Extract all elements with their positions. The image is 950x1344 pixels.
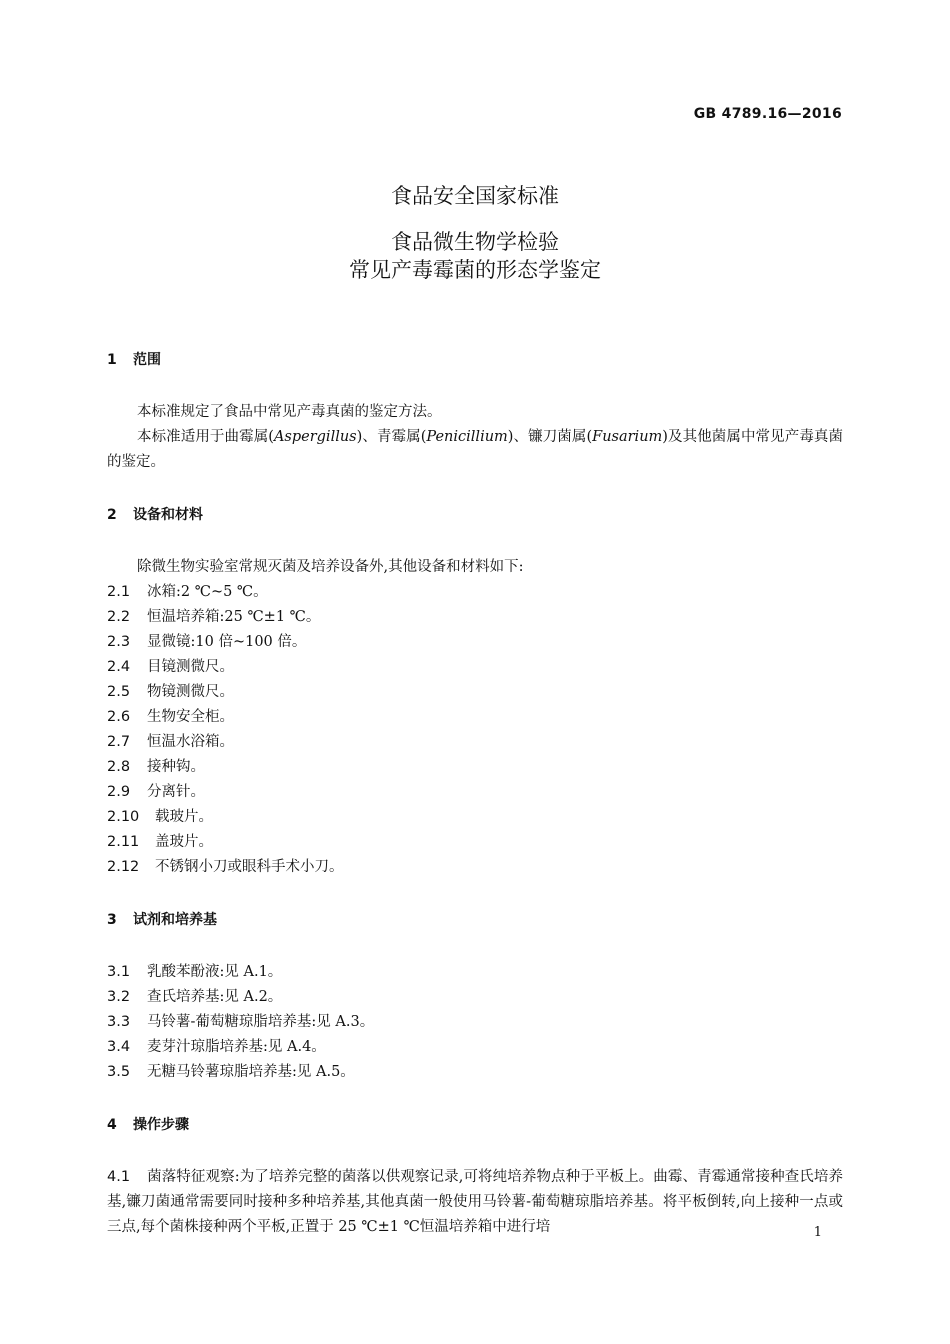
list-item: 2.9 分离针。 — [107, 784, 205, 800]
subtitle-line1: 食品微生物学检验 — [391, 230, 559, 254]
section-title: 试剂和培养基 — [133, 912, 217, 928]
list-item: 3.4 麦芽汁琼脂培养基:见 A.4。 — [107, 1039, 326, 1055]
list-item: 2.12 不锈钢小刀或眼科手术小刀。 — [107, 859, 344, 875]
list-item: 3.2 查氏培养基:见 A.2。 — [107, 989, 283, 1005]
list-item: 3.5 无糖马铃薯琼脂培养基:见 A.5。 — [107, 1064, 355, 1080]
list-item: 2.6 生物安全柜。 — [107, 709, 234, 725]
paragraph-scope-2: 本标准适用于曲霉属(Aspergillus)、青霉属(Penicillium)、镰刀菌属(Fusarium)及其他菌属中常见产毒真菌的鉴定。 — [107, 429, 843, 470]
page-number: 1 — [813, 1225, 822, 1240]
list-item: 3.3 马铃薯-葡萄糖琼脂培养基:见 A.3。 — [107, 1014, 375, 1030]
document-body — [107, 348, 843, 1240]
section-number: 4 — [107, 1117, 117, 1133]
section-title: 设备和材料 — [133, 507, 203, 523]
list-item: 2.4 目镜测微尺。 — [107, 659, 234, 675]
list-item: 2.3 显微镜:10 倍~100 倍。 — [107, 634, 307, 650]
genus-aspergillus: Aspergillus — [273, 429, 357, 445]
list-item: 2.10 载玻片。 — [107, 809, 213, 825]
list-item: 2.1 冰箱:2 ℃~5 ℃。 — [107, 584, 268, 600]
section-heading-2 — [107, 503, 843, 527]
main-title: 食品安全国家标准 — [391, 184, 559, 208]
list-item: 2.8 接种钩。 — [107, 759, 205, 775]
subtitle-line2: 常见产毒霉菌的形态学鉴定 — [349, 258, 601, 282]
section-title: 操作步骤 — [133, 1117, 189, 1133]
section-number: 3 — [107, 912, 117, 928]
paragraph-procedure-4-1 — [107, 1165, 843, 1240]
section-heading-3 — [107, 908, 843, 932]
genus-fusarium: Fusarium — [592, 429, 663, 445]
list-item: 2.7 恒温水浴箱。 — [107, 734, 234, 750]
list-item: 2.2 恒温培养箱:25 ℃±1 ℃。 — [107, 609, 321, 625]
section-number: 2 — [107, 507, 117, 523]
section-heading-4 — [107, 1113, 843, 1137]
section-heading-1 — [107, 348, 843, 372]
standard-code: GB 4789.16—2016 — [693, 106, 842, 122]
list-item: 2.5 物镜测微尺。 — [107, 684, 234, 700]
title-block — [0, 182, 950, 284]
list-item: 3.1 乳酸苯酚液:见 A.1。 — [107, 964, 283, 980]
genus-penicillium: Penicillium — [426, 429, 508, 445]
paragraph-equipment-intro: 除微生物实验室常规灭菌及培养设备外,其他设备和材料如下: — [137, 559, 524, 575]
paragraph-scope-1: 本标准规定了食品中常见产毒真菌的鉴定方法。 — [137, 404, 442, 420]
clause-number: 4.1 — [107, 1169, 131, 1185]
section-title: 范围 — [133, 352, 161, 368]
list-item: 2.11 盖玻片。 — [107, 834, 213, 850]
section-number: 1 — [107, 352, 117, 368]
clause-text: 菌落特征观察:为了培养完整的菌落以供观察记录,可将纯培养物点种于平板上。曲霉、青霉通常接种查氏培养基,镰刀菌通常需要同时接种多种培养基,其他真菌一般使用马铃薯-葡萄糖琼脂培养基。将平板倒转,向上接种一点或三点,每个菌株接种两个平板,正置于 25 ℃±1 ℃恒温培养箱中进行培 — [107, 1169, 843, 1235]
